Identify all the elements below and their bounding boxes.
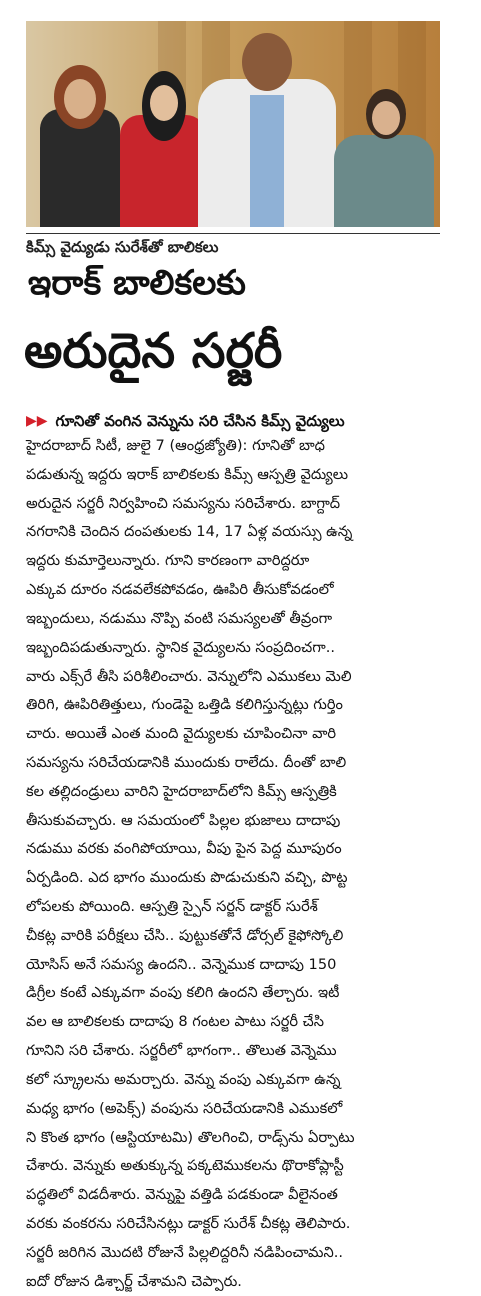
article-line: ఎక్కువ దూరం నడవలేకపోవడం, ఊపిరి తీసుకోవడంలో bbox=[26, 581, 334, 599]
subheadline-text: గూనితో వంగిన వెన్నును సరి చేసిన కిమ్స్ వైద్యులు bbox=[55, 412, 345, 430]
article-line: ఏర్పడింది. ఎద భాగం ముందుకు పొడుచుకుని వచ్చి, పొట్ట bbox=[26, 869, 348, 887]
article-line: నగరానికి చెందిన దంపతులకు 14, 17 ఏళ్ల వయస్సు ఉన్న bbox=[26, 523, 353, 541]
article-line: ఇబ్బందులు, నడుము నొప్పి వంటి సమస్యలతో తీవ్రంగా bbox=[26, 609, 333, 627]
article-line: సర్జరీ జరిగిన మొదటి రోజునే పిల్లలిద్దరినీ నడిపించామని.. bbox=[26, 1243, 344, 1261]
photo-girl-1 bbox=[34, 57, 122, 227]
article-line: తిరిగి, ఊపిరితిత్తులు, గుండెపై ఒత్తిడి కలిగిస్తున్నట్లు గుర్తిం bbox=[26, 696, 343, 714]
article-line: చారు. అయితే ఎంత మంది వైద్యులకు చూపించినా వారి bbox=[26, 725, 337, 743]
photo-girl-2 bbox=[116, 65, 208, 227]
article-line: యోసిస్ అనే సమస్య ఉందని.. వెన్నెముక దాదాపు 150 bbox=[26, 955, 337, 973]
article-line: లోపలకు పోయింది. ఆస్పత్రి స్పైన్ సర్జన్ డాక్టర్ సురేశ్ bbox=[26, 898, 318, 915]
article-line: పడుతున్న ఇద్దరు ఇరాక్ బాలికలకు కిమ్స్ ఆస్పత్రి వైద్యులు bbox=[26, 465, 349, 483]
article-line: అరుదైన సర్జరీ నిర్వహించి సమస్యను సరిచేశారు. బాగ్దాద్ bbox=[26, 494, 341, 512]
article-line: కల తల్లిదండ్రులు వారిని హైదరాబాద్‌లోని కిమ్స్ ఆస్పత్రికి bbox=[26, 782, 337, 800]
article-line: వల ఆ బాలికలకు దాదాపు 8 గంటల పాటు సర్జరీ చేసి bbox=[26, 1013, 324, 1031]
article-line: చేశారు. వెన్నుకు అతుక్కున్న పక్కటెముకలను థొరాకోప్లాస్టీ bbox=[26, 1157, 344, 1175]
article-line: పద్ధతిలో విడదీశారు. వెన్నుపై వత్తిడి పడకుండా వీలైనంత bbox=[26, 1186, 338, 1204]
subheadline bbox=[26, 410, 446, 432]
photo-doctor bbox=[198, 27, 338, 227]
article-line: డిగ్రీల కంటే ఎక్కువగా వంపు కలిగి ఉందని తేల్చారు. ఇటీ bbox=[26, 984, 340, 1002]
photo-caption: కిమ్స్ వైద్యుడు సురేశ్‌తో బాలికలు bbox=[26, 233, 440, 258]
article-line: సమస్యను సరిచేయడానికి ముందుకు రాలేదు. దీంతో బాలి bbox=[26, 753, 347, 771]
article-line: వారు ఎక్స్‌రే తీసి పరిశీలించారు. వెన్నులోని ఎముకలు మెలి bbox=[26, 667, 352, 685]
article-line: హైదరాబాద్ సిటీ, జులై 7 (ఆంధ్రజ్యోతి): గూనితో బాధ bbox=[26, 437, 325, 454]
article-body bbox=[26, 432, 448, 1296]
article-line: ఇబ్బందిపడుతున్నారు. స్థానిక వైద్యులను సంప్రదించగా.. bbox=[26, 638, 335, 656]
article-line: చీకట్ల వారికి పరీక్షలు చేసి.. పుట్టుకతోనే డోర్సల్ కైఫోస్కోలి bbox=[26, 926, 344, 944]
article-line: వరకు వంకరను సరిచేసినట్లు డాక్టర్ సురేశ్ చీకట్ల తెలిపారు. bbox=[26, 1214, 351, 1232]
article-line: తీసుకువచ్చారు. ఆ సమయంలో పిల్లల భుజాలు దాదాపు bbox=[26, 811, 341, 829]
article-line: గూనిని సరి చేశారు. సర్జరీలో భాగంగా.. తొలుత వెన్నెము bbox=[26, 1042, 337, 1060]
article-line: మధ్య భాగం (అపెక్స్) వంపును సరిచేయడానికి ఎముకలో bbox=[26, 1099, 343, 1117]
article-line: నడుము వరకు వంగిపోయాయి, వీపు పైన పెద్ద మూపురం bbox=[26, 840, 342, 858]
headline-line-2: అరుదైన సర్జరీ bbox=[24, 323, 283, 379]
news-photo bbox=[26, 21, 440, 227]
double-arrow-icon: ▶▶ bbox=[26, 413, 48, 429]
article-line: కలో స్క్రూలను అమర్చారు. వెన్ను వంపు ఎక్కువగా ఉన్న bbox=[26, 1070, 341, 1088]
article-line: ఐదో రోజున డిశ్చార్జ్ చేశామని చెప్పారు. bbox=[26, 1272, 242, 1290]
photo-girl-3 bbox=[332, 79, 436, 227]
headline-line-1: ఇరాక్ బాలికలకు bbox=[28, 263, 246, 303]
article-line: ని కొంత భాగం (ఆస్టియాటమి) తొలగించి, రాడ్స్‌ను ఏర్పాటు bbox=[26, 1128, 355, 1146]
article-line: ఇద్దరు కుమార్తెలున్నారు. గూని కారణంగా వారిద్దరూ bbox=[26, 552, 310, 570]
